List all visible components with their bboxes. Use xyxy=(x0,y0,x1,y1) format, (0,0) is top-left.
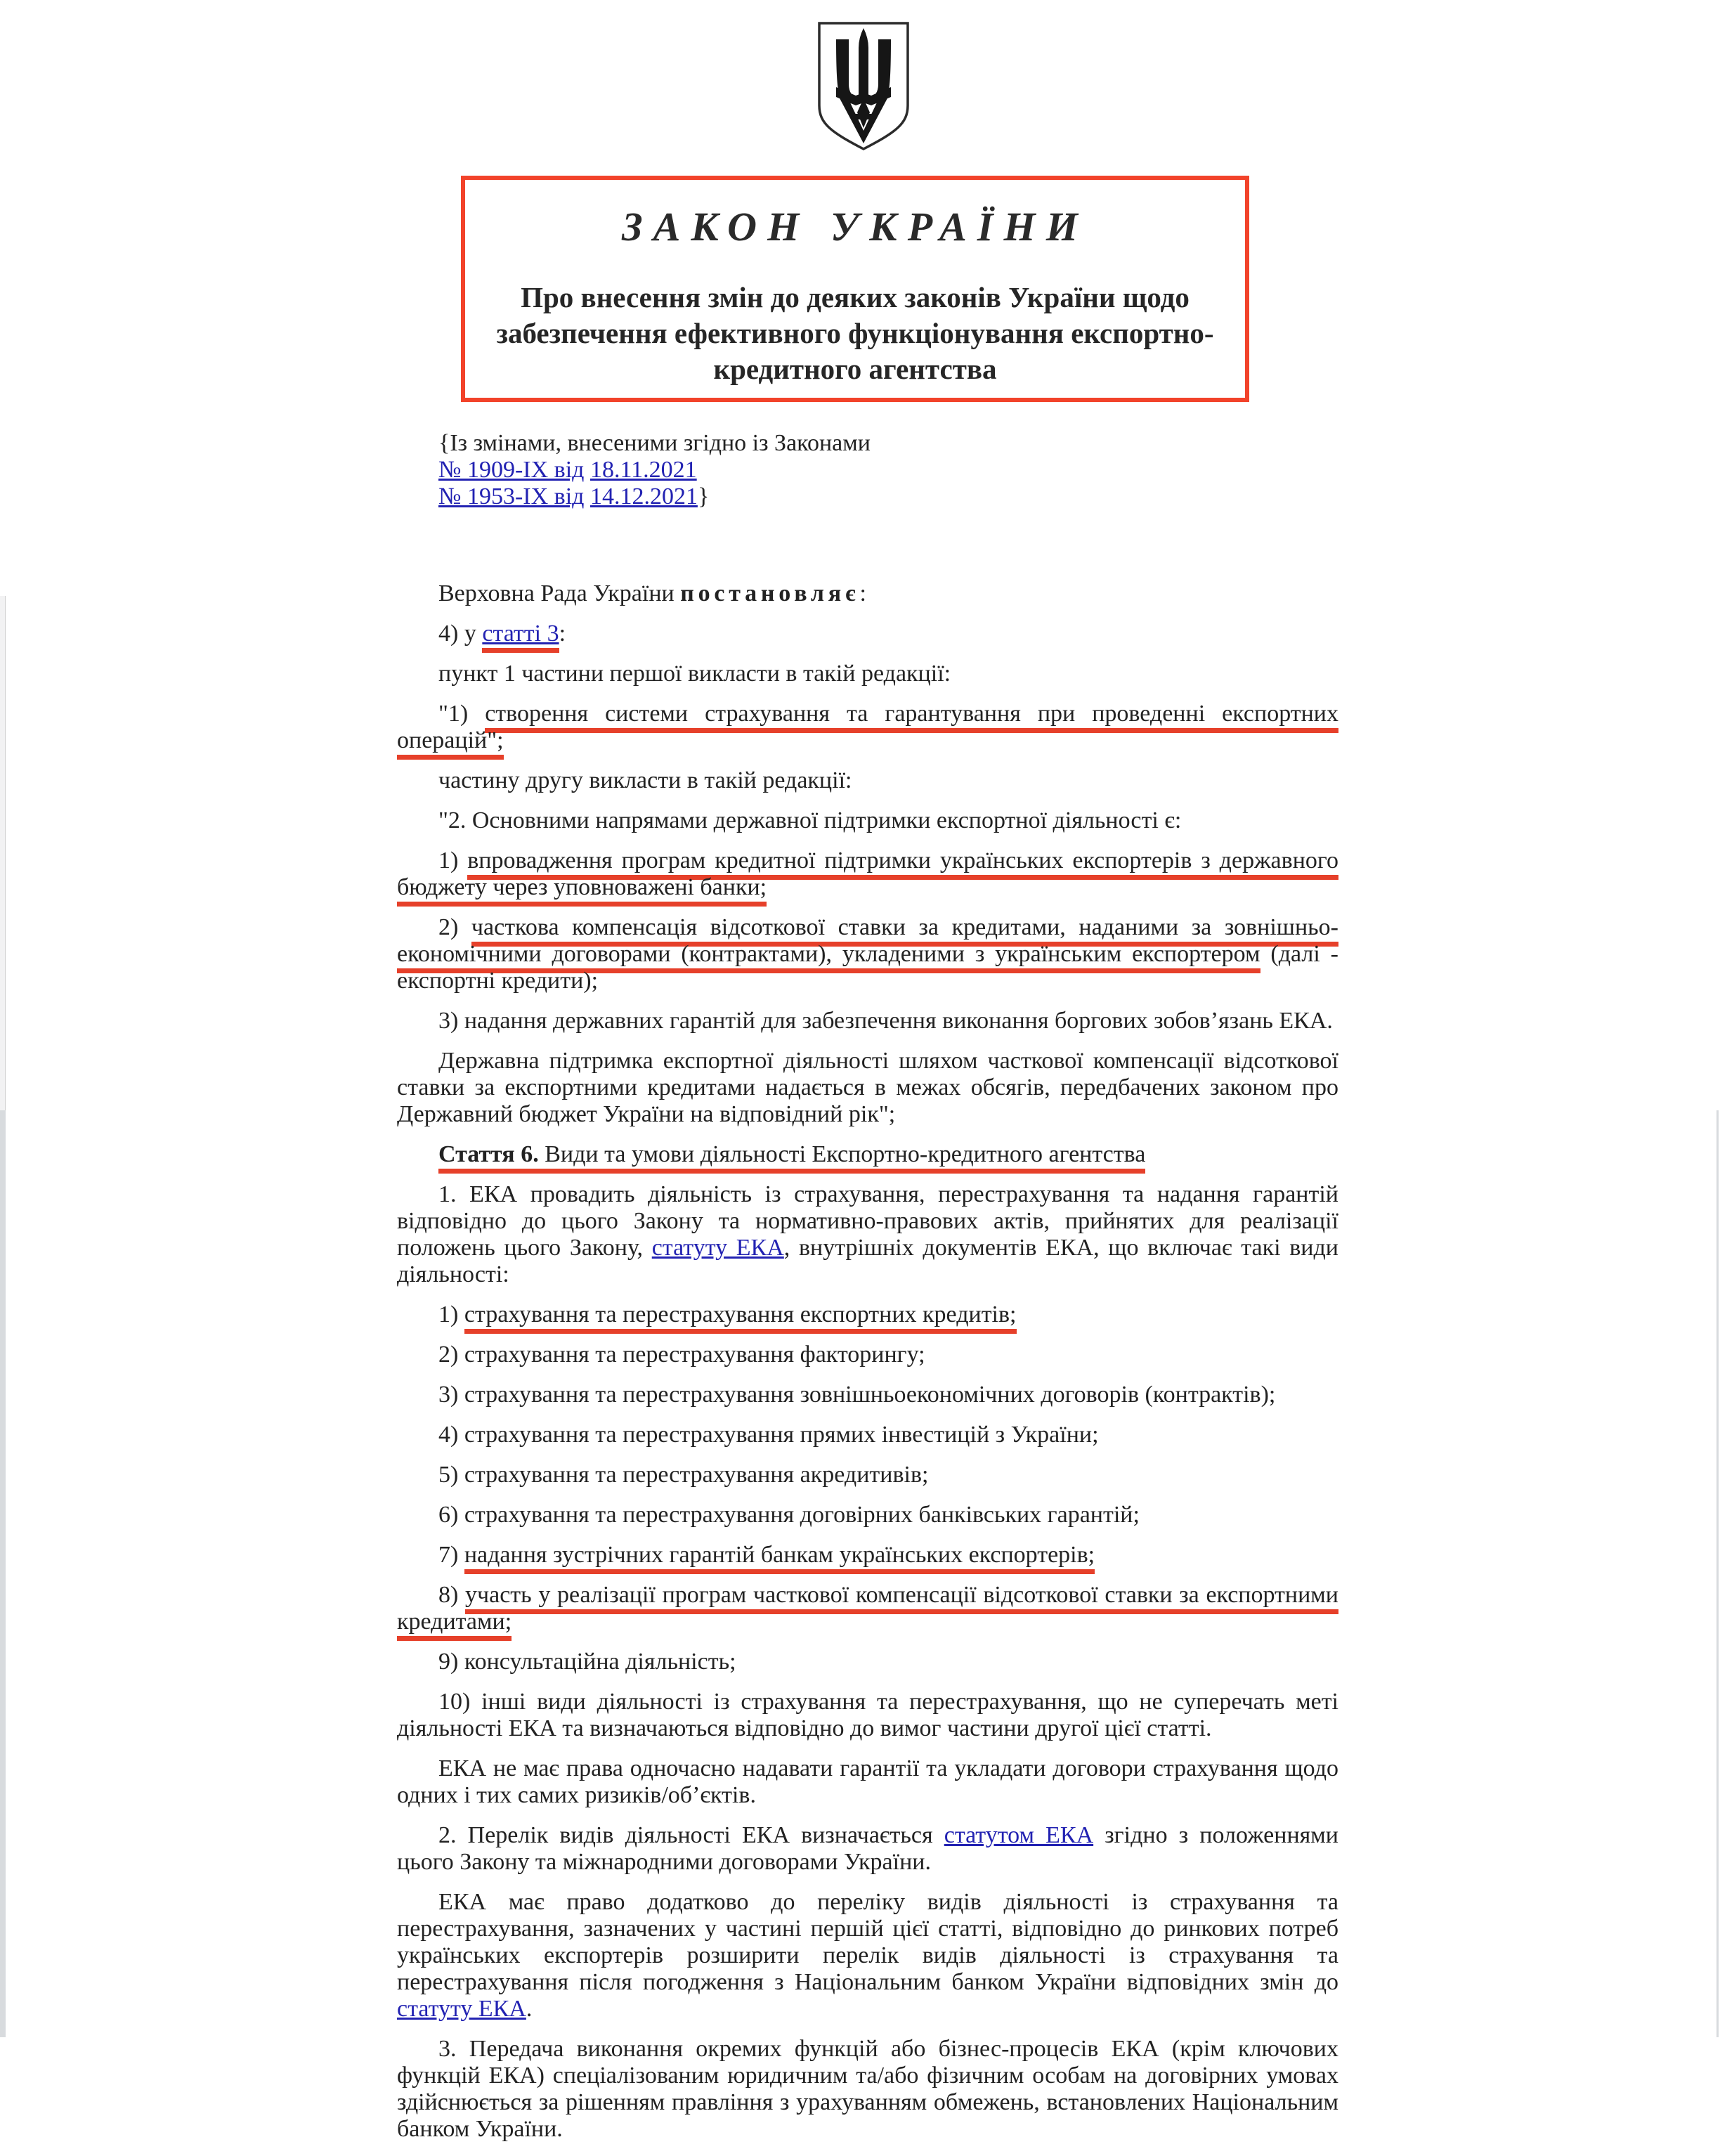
resolution-intro-text: : xyxy=(859,580,866,606)
activity-2-text: 2) страхування та перестрахування факторингу; xyxy=(438,1342,925,1368)
activity-list-by-statute-text: згідно з положеннями цього Закону та міжнародними договорами України. xyxy=(397,1822,1338,1875)
activity-5-text: 5) страхування та перестрахування акредитивів; xyxy=(438,1462,929,1488)
resolution-intro-text: Верховна Рада України xyxy=(438,580,681,606)
point-1-part-one-edit-text: пункт 1 частини першої викласти в такій редакції: xyxy=(438,661,951,687)
activity-10 xyxy=(397,1689,1338,1742)
support-direction-2-text: часткова компенсація відсоткової ставки за кредитами, наданими за зовнішньо-економічними договорами (контрактами), укладеними з українським експортером xyxy=(397,914,1338,973)
activity-9 xyxy=(397,1649,1338,1675)
transfer-functions xyxy=(397,2036,1338,2143)
eka-activity-intro xyxy=(397,1181,1338,1288)
activity-8 xyxy=(397,1582,1338,1635)
quoted-part-2-intro-text: "2. Основними напрямами державної підтримки експортної діяльності є: xyxy=(438,807,1182,833)
support-direction-1-text: 1) xyxy=(438,848,468,874)
part-two-edit xyxy=(397,767,1338,794)
no-simultaneous-guarantees-text: ЕКА не має права одночасно надавати гарантії та укладати договори страхування щодо одних і тих самих ризиків/об’єктів. xyxy=(397,1755,1338,1808)
activity-list-by-statute xyxy=(397,1822,1338,1876)
amendment-entry-1 xyxy=(438,457,871,483)
support-direction-1-text: впровадження програм кредитної підтримки українських експортерів з державного бюджету через уповноважені банки; xyxy=(397,848,1338,907)
activity-10-text: 10) інші види діяльності із страхування та перестрахування, що не суперечать меті діяльності ЕКА та визначаються відповідно до вимог частини другої цієї статті. xyxy=(397,1689,1338,1741)
part-two-edit-text: частину другу викласти в такій редакції: xyxy=(438,767,852,793)
law-title-box xyxy=(461,176,1249,402)
state-support-limits xyxy=(397,1048,1338,1128)
article-6-heading-text: Стаття 6. xyxy=(438,1141,539,1174)
activity-8-text: участь у реалізації програм часткової компенсації відсоткової ставки за експортними кредитами; xyxy=(397,1582,1338,1641)
law-1909-date-link[interactable]: 18.11.2021 xyxy=(589,457,697,483)
amendment-entry-2 xyxy=(438,483,871,510)
support-direction-2-text: 2) xyxy=(438,914,471,940)
document-body xyxy=(397,580,1338,2156)
article-6-heading-text: Види та умови діяльності Експортно-кредитного агентства xyxy=(539,1141,1146,1174)
law-1953-date-link[interactable]: 14.12.2021 xyxy=(589,483,698,509)
activity-8-text: 8) xyxy=(438,1582,465,1608)
tryzub-emblem-icon xyxy=(811,20,916,153)
law-title: ЗАКОН УКРАЇНИ xyxy=(622,204,1088,249)
law-subtitle-line-1: Про внесення змін до деяких законів України щодо xyxy=(521,281,1190,313)
amendments-closing-brace: } xyxy=(697,483,710,509)
amendments-intro: {Із змінами, внесеними згідно із Законами xyxy=(438,430,871,456)
activity-7-text: 7) xyxy=(438,1542,464,1568)
activity-7-text: надання зустрічних гарантій банкам українських експортерів; xyxy=(464,1542,1095,1574)
amendments-note xyxy=(438,430,871,510)
item-4-article-3-link[interactable]: статті 3 xyxy=(482,621,559,653)
activity-list-by-statute-text: 2. Перелік видів діяльності ЕКА визначається xyxy=(438,1822,944,1848)
left-scrollbar-track xyxy=(0,596,6,1110)
expand-activities-text: . xyxy=(526,1996,533,2022)
support-direction-2-text: (далі - експортні кредити); xyxy=(397,941,1338,994)
expand-activities-text: ЕКА має право додатково до переліку видів діяльності із страхування та перестрахування, зазначених у частині першій цієї статті, відповідно до ринкових потреб українських експортерів розширити перелік видів діяльності із страхування та перестрахування після погодження з Національним банком України відповідних змін до xyxy=(397,1889,1338,1995)
right-window-edge-line xyxy=(1716,1110,1719,2037)
no-simultaneous-guarantees xyxy=(397,1755,1338,1809)
support-direction-3 xyxy=(397,1008,1338,1034)
law-1953-ref-link[interactable]: № 1953-IX від xyxy=(438,483,585,509)
eka-activity-intro-link[interactable]: статуту ЕКА xyxy=(651,1235,784,1261)
left-scrollbar-thumb[interactable] xyxy=(0,1110,6,2037)
activity-1-text: страхування та перестрахування експортних кредитів; xyxy=(464,1301,1017,1334)
activity-1 xyxy=(397,1301,1338,1328)
resolution-intro-text: постановляє xyxy=(680,580,860,606)
activity-list-by-statute-link[interactable]: статутом ЕКА xyxy=(944,1822,1094,1848)
quoted-point-1-text: створення системи страхування та гарантування при проведенні експортних операцій"; xyxy=(397,701,1338,760)
transfer-functions-text: 3. Передача виконання окремих функцій або бізнес-процесів ЕКА (крім ключових функцій ЕКА) спеціалізованим юридичним та/або фізичним особам на договірних умовах здійснюється за рішенням правління з урахуванням обмежень, встановлених Національним банком України. xyxy=(397,2036,1338,2142)
activity-6-text: 6) страхування та перестрахування договірних банківських гарантій; xyxy=(438,1502,1140,1528)
state-support-limits-text: Державна підтримка експортної діяльності шляхом часткової компенсації відсоткової ставки за експортними кредитами надається в межах обсягів, передбачених законом про Державний бюджет України на відповідний рік"; xyxy=(397,1048,1338,1127)
quoted-part-2-intro xyxy=(397,807,1338,834)
resolution-intro xyxy=(397,580,1338,607)
eka-activity-intro-text: , внутрішніх документів ЕКА, що включає такі види діяльності: xyxy=(397,1235,1338,1287)
item-4-article-3-text: 4) у xyxy=(438,621,483,647)
quoted-point-1-text: "1) xyxy=(438,701,486,727)
expand-activities-link[interactable]: статуту ЕКА xyxy=(397,1996,526,2022)
activity-5 xyxy=(397,1462,1338,1488)
quoted-point-1 xyxy=(397,701,1338,754)
activity-3-text: 3) страхування та перестрахування зовнішньоекономічних договорів (контрактів); xyxy=(438,1382,1276,1408)
activity-4 xyxy=(397,1422,1338,1448)
activity-7 xyxy=(397,1542,1338,1569)
law-subtitle-line-3: кредитного агентства xyxy=(713,353,997,385)
law-subtitle xyxy=(465,280,1245,387)
item-4-article-3-text: : xyxy=(559,621,566,647)
article-6-heading xyxy=(397,1141,1338,1168)
eka-activity-intro-text: 1. ЕКА провадить діяльність із страхування, перестрахування та надання гарантій відповідно до цього Закону та нормативно-правових актів, прийнятих для реалізації положень цього Закону, xyxy=(397,1181,1338,1261)
support-direction-3-text: 3) надання державних гарантій для забезпечення виконання боргових зобов’язань ЕКА. xyxy=(438,1008,1333,1034)
support-direction-1 xyxy=(397,848,1338,901)
activity-6 xyxy=(397,1502,1338,1528)
item-4-article-3 xyxy=(397,621,1338,647)
activity-3 xyxy=(397,1382,1338,1408)
activity-2 xyxy=(397,1342,1338,1368)
expand-activities xyxy=(397,1889,1338,2022)
activity-4-text: 4) страхування та перестрахування прямих інвестицій з України; xyxy=(438,1422,1099,1448)
law-subtitle-line-2: забезпечення ефективного функціонування експортно- xyxy=(496,317,1214,349)
point-1-part-one-edit xyxy=(397,661,1338,687)
activity-9-text: 9) консультаційна діяльність; xyxy=(438,1649,736,1675)
law-1909-ref-link[interactable]: № 1909-IX від xyxy=(438,457,585,483)
support-direction-2 xyxy=(397,914,1338,994)
activity-1-text: 1) xyxy=(438,1301,464,1327)
